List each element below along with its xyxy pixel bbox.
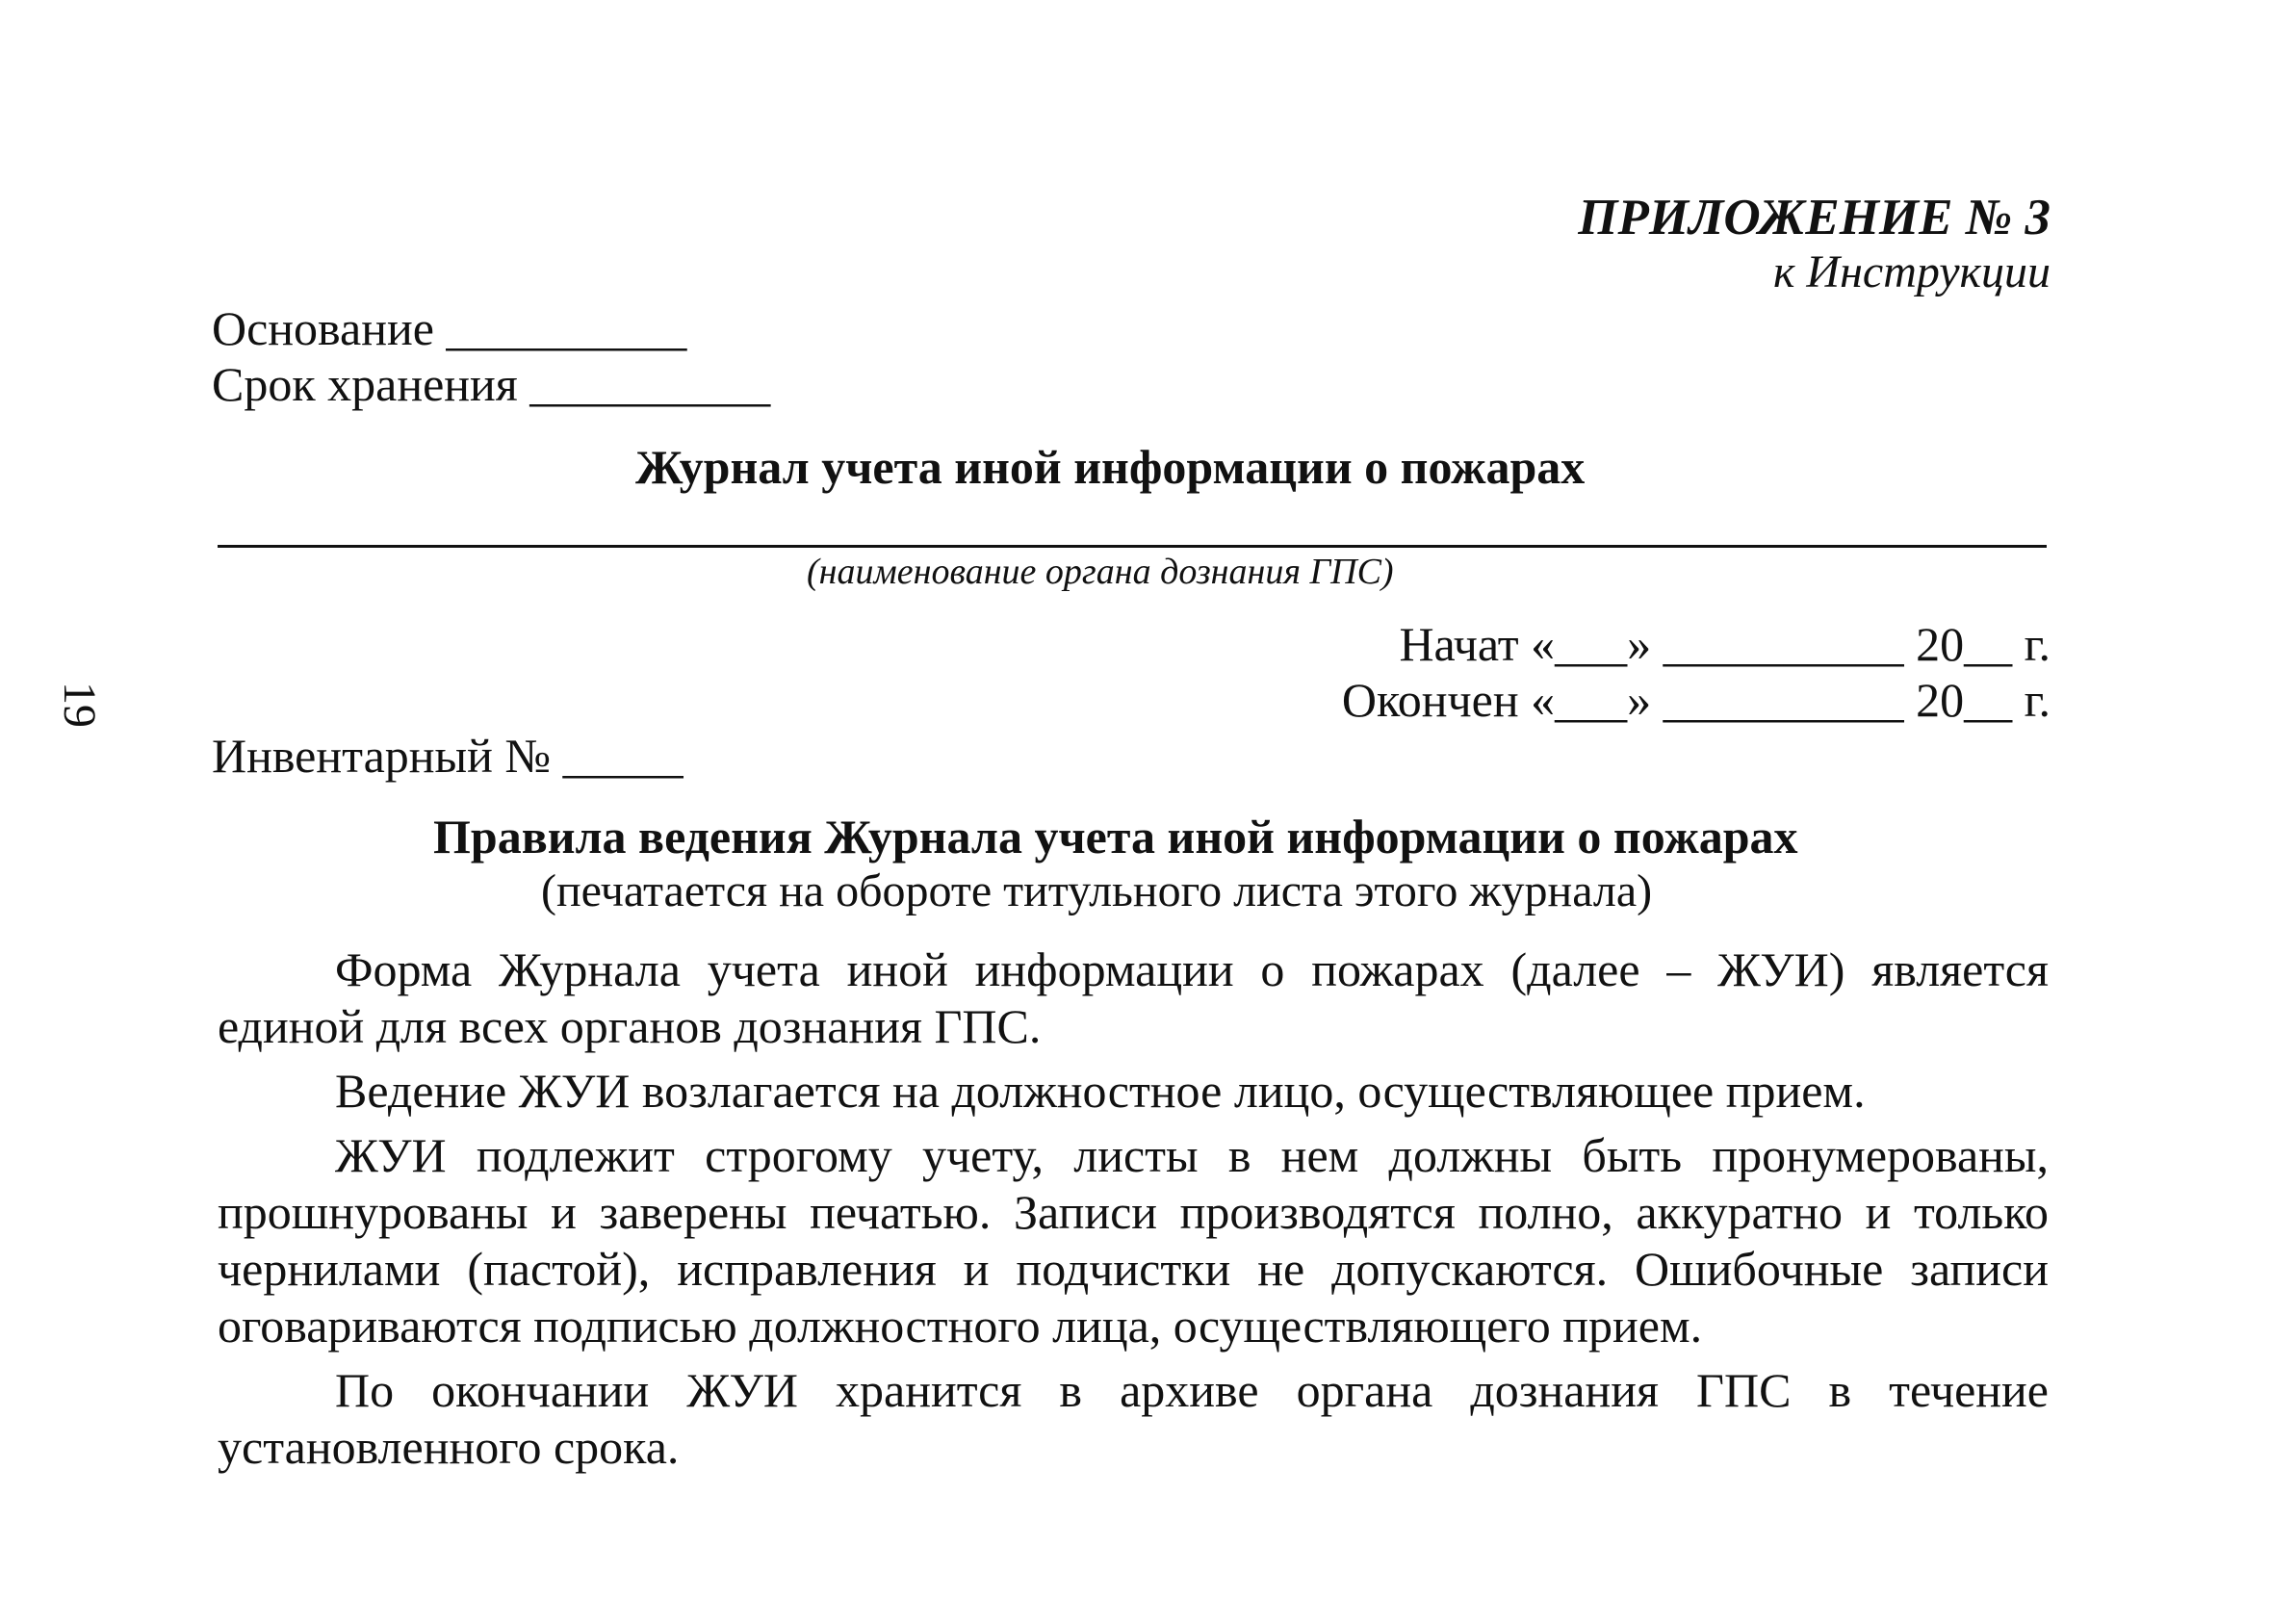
started-date: Начат «___» __________ 20__ г. <box>1399 617 2051 671</box>
rules-paragraph: По окончании ЖУИ хранится в архиве органа дознания ГПС в течение установленного срока. <box>218 1363 2049 1474</box>
journal-title-row <box>0 439 2270 495</box>
appendix-title: ПРИЛОЖЕНИЕ № 3 <box>1578 190 2051 245</box>
organ-name-caption: (наименование органа дознания ГПС) <box>807 552 1394 592</box>
appendix-subtitle: к Инструкции <box>1772 246 2051 297</box>
inventory-field: Инвентарный № _____ <box>212 729 684 783</box>
rules-title: Правила ведения Журнала учета иной информации о пожарах <box>433 810 1798 864</box>
rules-subtitle: (печатается на обороте титульного листа этого журнала) <box>541 865 1653 916</box>
organ-name-line <box>218 545 2047 548</box>
rules-paragraph: ЖУИ подлежит строгому учету, листы в нем должны быть пронумерованы, прошнурованы и заверены печатью. Записи производятся полно, аккуратно и только чернилами (пастой), исправления и подчистки не допускаются. Ошибочные записи оговариваются подписью должностного лица, осуществляющего прием. <box>218 1128 2049 1353</box>
ended-date: Окончен «___» __________ 20__ г. <box>1341 673 2051 727</box>
page-number: 19 <box>54 682 105 728</box>
retention-field: Срок хранения __________ <box>212 357 771 411</box>
rules-body <box>218 941 2049 1476</box>
basis-field: Основание __________ <box>212 301 687 355</box>
rules-paragraph: Ведение ЖУИ возлагается на должностное лицо, осуществляющее прием. <box>335 1064 1866 1118</box>
journal-title: Журнал учета иной информации о пожарах <box>635 440 1586 494</box>
rules-paragraph: Форма Журнала учета иной информации о пожарах (далее – ЖУИ) является единой для всех органов дознания ГПС. <box>218 942 2049 1053</box>
